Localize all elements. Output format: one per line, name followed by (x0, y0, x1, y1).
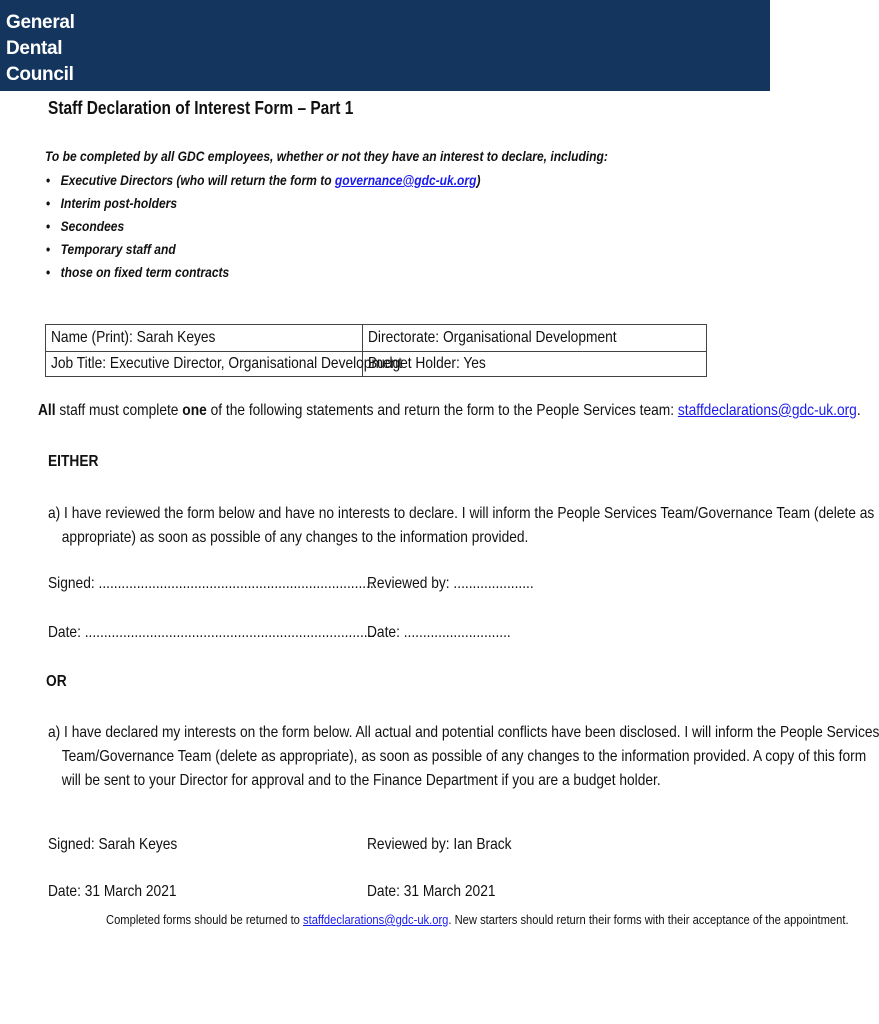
logo-line-3: Council (6, 64, 74, 85)
list-item (46, 216, 480, 239)
bullet-icon: • (46, 172, 51, 188)
list-item-text: Temporary staff and (60, 241, 176, 257)
bullet-icon: • (46, 218, 51, 234)
bullet-icon: • (46, 195, 51, 211)
intro-text: To be completed by all GDC employees, whether or not they have an interest to declare, including: (45, 148, 608, 164)
header-bar (0, 0, 770, 91)
option-declared-line-2: Team/Governance Team (delete as appropriate), as soon as possible of any changes to the information provided. A copy of this form (61, 748, 867, 765)
signed-field: Signed: Sarah Keyes (48, 836, 178, 853)
list-item (46, 193, 480, 216)
list-item (46, 170, 480, 193)
list-item (46, 262, 480, 285)
option-declared-line-3: will be sent to your Director for approval and to the Finance Department if you are a budget holder. (61, 772, 661, 789)
option-no-interests (48, 502, 874, 550)
staffdeclarations-email-link[interactable]: staffdeclarations@gdc-uk.org (677, 402, 857, 419)
instruction-all: All (38, 402, 56, 419)
job-title-field: Job Title: Executive Director, Organisational Development (51, 355, 403, 372)
logo-line-2: Dental (6, 38, 63, 59)
name-field: Name (Print): Sarah Keyes (51, 329, 216, 346)
instruction-end: . (856, 402, 861, 419)
employee-info-table (45, 324, 707, 377)
option-no-interests-line-2: appropriate) as soon as possible of any changes to the information provided. (61, 529, 529, 546)
or-heading: OR (46, 673, 67, 690)
budget-holder-field: Budget Holder: Yes (368, 355, 486, 372)
option-declared-interests (48, 721, 879, 793)
date-field-blank[interactable]: Date: ............................................................................ (48, 624, 376, 641)
reviewed-by-field-blank[interactable]: Reviewed by: ..................... (367, 575, 534, 592)
bullet-icon: • (46, 241, 51, 257)
signed-field-blank[interactable]: Signed: ........................................................................ (48, 575, 374, 592)
instruction-part1: staff must complete (55, 402, 183, 419)
list-item (46, 239, 480, 262)
instruction-part2: of the following statements and return the form to the People Services team: (206, 402, 678, 419)
list-item-text: Secondees (60, 218, 125, 234)
reviewed-date-field: Date: 31 March 2021 (367, 883, 496, 900)
option-no-interests-line-1: a) I have reviewed the form below and have no interests to declare. I will inform the People Services Team/Governance Team (delete as (48, 505, 875, 522)
footer-email-link[interactable]: staffdeclarations@gdc-uk.org (303, 912, 449, 927)
list-item-text-suffix: ) (476, 172, 481, 188)
logo-line-1: General (6, 12, 75, 33)
directorate-field: Directorate: Organisational Development (368, 329, 617, 346)
instruction-text (38, 402, 861, 420)
footer-note (106, 912, 849, 927)
option-declared-line-1: a) I have declared my interests on the form below. All actual and potential conflicts have been disclosed. I will inform the People Services (48, 724, 879, 741)
bullet-icon: • (46, 264, 51, 280)
governance-email-link[interactable]: governance@gdc-uk.org (334, 172, 477, 188)
reviewed-by-field: Reviewed by: Ian Brack (367, 836, 512, 853)
eligibility-list (46, 170, 480, 285)
reviewed-date-field-blank[interactable]: Date: ............................ (367, 624, 511, 641)
list-item-text: Executive Directors (who will return the form to (60, 172, 335, 188)
footer-prefix: Completed forms should be returned to (106, 912, 304, 927)
page-title: Staff Declaration of Interest Form – Part 1 (48, 98, 354, 118)
date-field: Date: 31 March 2021 (48, 883, 177, 900)
list-item-text: those on fixed term contracts (60, 264, 230, 280)
list-item-text: Interim post-holders (60, 195, 178, 211)
instruction-one: one (182, 402, 207, 419)
either-heading: EITHER (48, 453, 99, 470)
footer-suffix: . New starters should return their forms with their acceptance of the appointment. (448, 912, 849, 927)
gdc-logo (6, 10, 75, 88)
